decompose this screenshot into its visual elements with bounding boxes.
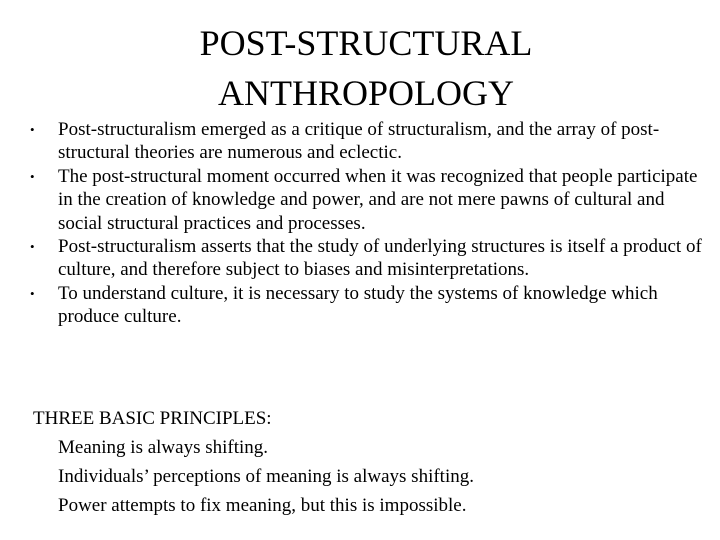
principle-item: Power attempts to fix meaning, but this is impossible. bbox=[58, 495, 467, 516]
principles-section bbox=[33, 404, 693, 520]
bullet-list bbox=[30, 118, 702, 329]
bullet-marker: • bbox=[30, 239, 35, 255]
principle-item: Meaning is always shifting. bbox=[58, 437, 269, 458]
bullet-marker: • bbox=[30, 122, 35, 137]
slide-title bbox=[0, 18, 720, 118]
title-line-2: ANTHROPOLOGY bbox=[218, 73, 514, 113]
bullet-text: Post-structuralism asserts that the study of underlying structures is itself a product of culture, and therefore subject to biases and misinterpretations. bbox=[58, 236, 702, 281]
principles-heading: THREE BASIC PRINCIPLES: bbox=[33, 408, 272, 429]
bullet-marker: • bbox=[30, 285, 35, 301]
title-line-1: POST-STRUCTURAL bbox=[199, 23, 533, 63]
bullet-item bbox=[30, 118, 702, 165]
bullet-item bbox=[30, 165, 702, 235]
bullet-item bbox=[30, 235, 702, 282]
principle-item: Individuals’ perceptions of meaning is always shifting. bbox=[58, 466, 474, 487]
bullet-item bbox=[30, 282, 702, 329]
bullet-text: To understand culture, it is necessary to study the systems of knowledge which produce culture. bbox=[58, 282, 658, 328]
bullet-text: The post-structural moment occurred when it was recognized that people participate in the creation of knowledge and power, and are not mere pawns of cultural and social structural practices and processes. bbox=[58, 165, 698, 234]
bullet-text: Post-structuralism emerged as a critique of structuralism, and the array of post-structural theories are numerous and eclectic. bbox=[58, 119, 660, 164]
bullet-marker: • bbox=[30, 168, 35, 184]
